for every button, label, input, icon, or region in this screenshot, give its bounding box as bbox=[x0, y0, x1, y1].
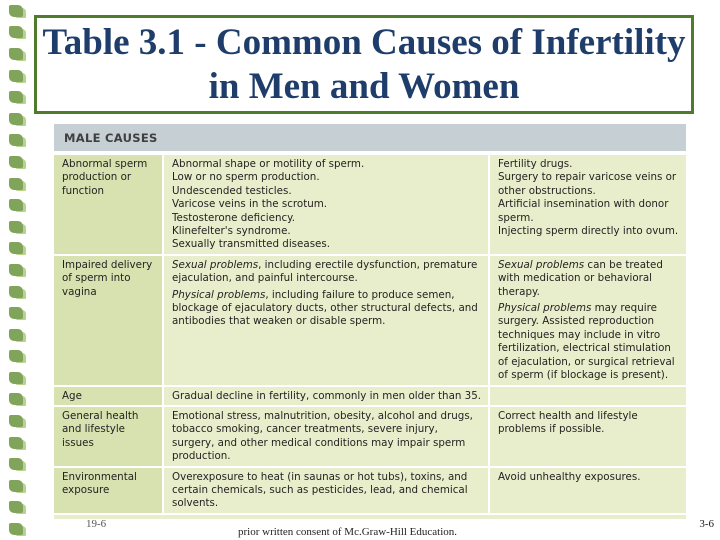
condition-lead: Sexual problems bbox=[172, 258, 259, 271]
puzzle-piece-icon bbox=[9, 415, 23, 427]
table-row bbox=[54, 256, 686, 387]
treatment-lead: Physical problems bbox=[498, 302, 592, 315]
puzzle-piece-icon bbox=[9, 48, 23, 60]
condition-line: Gradual decline in fertility, commonly in men older than 35. bbox=[172, 389, 482, 402]
treatment-text: can be treated with medication or behavioral therapy. bbox=[498, 258, 663, 298]
treatment-line: Injecting sperm directly into ovum. bbox=[498, 225, 679, 238]
conditions-cell bbox=[162, 256, 488, 385]
condition-lead: Physical problems bbox=[172, 288, 266, 301]
table-row bbox=[54, 155, 686, 256]
condition-line bbox=[172, 289, 482, 329]
condition-line: Testosterone deficiency. bbox=[172, 211, 296, 224]
conditions-cell bbox=[162, 468, 488, 513]
condition-text: , including erectile dysfunction, premature ejaculation, and painful intercourse. bbox=[172, 258, 478, 285]
treatment-line bbox=[498, 302, 680, 382]
puzzle-piece-icon bbox=[9, 437, 23, 449]
condition-line: Emotional stress, malnutrition, obesity, alcohol and drugs, tobacco smoking, cancer treatments, severe injury, surgery, and other medical conditions may impair sperm production. bbox=[172, 409, 473, 463]
treatment-line: Artificial insemination with donor sperm. bbox=[498, 198, 669, 224]
puzzle-piece-icon bbox=[9, 350, 23, 362]
table-header-row bbox=[54, 124, 686, 155]
puzzle-piece-icon bbox=[9, 307, 23, 319]
treatment-line: Surgery to repair varicose veins or other obstructions. bbox=[498, 171, 677, 197]
puzzle-piece-icon bbox=[9, 5, 23, 17]
treatments-cell bbox=[488, 387, 686, 405]
puzzle-piece-icon bbox=[9, 26, 23, 38]
puzzle-piece-icon bbox=[9, 501, 23, 513]
cause-cell: Environmental exposure bbox=[54, 468, 162, 513]
treatment-text: may require surgery. Assisted reproduction techniques may include in vitro fertilization, electrical stimulation of ejaculation, or surgical retrieval of sperm (if blockage is present). bbox=[498, 302, 675, 382]
copyright-notice: prior written consent of Mc.Graw-Hill Education. bbox=[238, 526, 458, 538]
page-number: 3-6 bbox=[699, 518, 714, 530]
condition-line: Sexually transmitted diseases. bbox=[172, 238, 331, 251]
puzzle-piece-icon bbox=[9, 113, 23, 125]
condition-line: Klinefelter's syndrome. bbox=[172, 225, 291, 238]
treatment-line: Correct health and lifestyle problems if possible. bbox=[498, 409, 638, 436]
treatment-line: Fertility drugs. bbox=[498, 158, 573, 170]
condition-text: , including failure to produce semen, blockage of ejaculatory ducts, other structural defects, and antibodies that weaken or disable sperm. bbox=[172, 288, 478, 328]
condition-line: Overexposure to heat (in saunas or hot tubs), toxins, and certain chemicals, such as pesticides, lead, and chemical solvents. bbox=[172, 470, 468, 510]
treatments-cell bbox=[488, 256, 686, 385]
puzzle-piece-icon bbox=[9, 286, 23, 298]
treatment-line: Avoid unhealthy exposures. bbox=[498, 470, 641, 483]
puzzle-piece-icon bbox=[9, 134, 23, 146]
puzzle-piece-icon bbox=[9, 480, 23, 492]
treatments-cell bbox=[488, 407, 686, 466]
treatment-line bbox=[498, 259, 680, 299]
table-row bbox=[54, 468, 686, 515]
condition-line bbox=[172, 259, 482, 286]
treatments-cell bbox=[488, 155, 686, 254]
cause-cell: Impaired delivery of sperm into vagina bbox=[54, 256, 162, 385]
puzzle-piece-icon bbox=[9, 178, 23, 190]
table-header: MALE CAUSES bbox=[64, 130, 158, 145]
puzzle-piece-icon bbox=[9, 264, 23, 276]
condition-line: Abnormal shape or motility of sperm. bbox=[172, 158, 365, 170]
treatment-lead: Sexual problems bbox=[498, 258, 585, 271]
page-title: Table 3.1 - Common Causes of Infertility in Men and Women bbox=[42, 21, 686, 107]
title-box bbox=[34, 15, 694, 114]
cause-cell: Abnormal sperm production or function bbox=[54, 155, 162, 254]
puzzle-piece-icon bbox=[9, 221, 23, 233]
footer-fragment: 19-6 bbox=[86, 518, 107, 530]
conditions-cell bbox=[162, 407, 488, 466]
puzzle-piece-icon bbox=[9, 372, 23, 384]
conditions-cell bbox=[162, 387, 488, 405]
condition-line: Low or no sperm production. bbox=[172, 171, 320, 184]
conditions-cell bbox=[162, 155, 488, 254]
condition-line: Varicose veins in the scrotum. bbox=[172, 198, 328, 211]
puzzle-piece-icon bbox=[9, 393, 23, 405]
infertility-table bbox=[54, 124, 686, 519]
puzzle-piece-icon bbox=[9, 242, 23, 254]
cause-cell: General health and lifestyle issues bbox=[54, 407, 162, 466]
puzzle-piece-icon bbox=[9, 156, 23, 168]
table-row bbox=[54, 387, 686, 407]
footer bbox=[0, 518, 720, 540]
treatments-cell bbox=[488, 468, 686, 513]
puzzle-piece-icon bbox=[9, 70, 23, 82]
cause-cell: Age bbox=[54, 387, 162, 405]
table-row bbox=[54, 407, 686, 468]
condition-line: Undescended testicles. bbox=[172, 184, 292, 197]
puzzle-piece-icon bbox=[9, 329, 23, 341]
puzzle-piece-icon bbox=[9, 91, 23, 103]
decorative-strip bbox=[0, 0, 32, 540]
puzzle-piece-icon bbox=[9, 199, 23, 211]
puzzle-piece-icon bbox=[9, 458, 23, 470]
